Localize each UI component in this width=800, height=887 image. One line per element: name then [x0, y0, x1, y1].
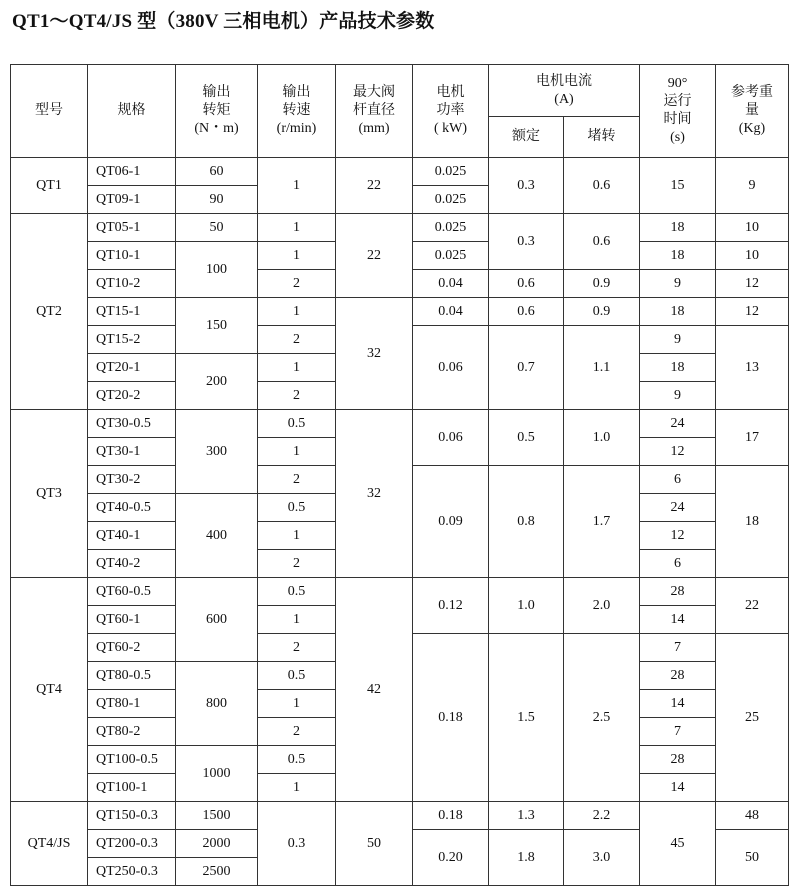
weight-cell: 12: [716, 270, 789, 298]
power-cell: 0.06: [413, 326, 489, 410]
power-cell: 0.20: [413, 830, 489, 886]
power-cell: 0.18: [413, 802, 489, 830]
spec-cell: QT40-2: [88, 550, 176, 578]
rated-cell: 1.3: [489, 802, 564, 830]
group-qt4js: QT4/JS: [11, 802, 88, 886]
locked-cell: 3.0: [564, 830, 640, 886]
torque-cell: 2000: [176, 830, 258, 858]
speed-cell: 2: [258, 382, 336, 410]
spec-cell: QT15-2: [88, 326, 176, 354]
weight-cell: 12: [716, 298, 789, 326]
speed-cell: 2: [258, 718, 336, 746]
time-cell: 28: [640, 578, 716, 606]
time-cell: 7: [640, 718, 716, 746]
weight-cell: 50: [716, 830, 789, 886]
page-title: QT1～QT4/JS 型（380V 三相电机）产品技术参数: [12, 11, 435, 32]
speed-cell: 1: [258, 522, 336, 550]
power-cell: 0.025: [413, 158, 489, 186]
rated-cell: 0.5: [489, 410, 564, 466]
torque-cell: 200: [176, 354, 258, 410]
header-spec: 规格: [88, 65, 176, 158]
spec-cell: QT80-0.5: [88, 662, 176, 690]
spec-cell: QT100-0.5: [88, 746, 176, 774]
header-current: 电机电流 (A): [489, 65, 640, 117]
spec-cell: QT10-1: [88, 242, 176, 270]
torque-cell: 50: [176, 214, 258, 242]
speed-cell: 0.3: [258, 802, 336, 886]
speed-cell: 1: [258, 214, 336, 242]
weight-cell: 10: [716, 214, 789, 242]
speed-cell: 2: [258, 466, 336, 494]
power-cell: 0.09: [413, 466, 489, 578]
torque-cell: 100: [176, 242, 258, 298]
speed-cell: 1: [258, 690, 336, 718]
rated-cell: 0.7: [489, 326, 564, 410]
locked-cell: 1.7: [564, 466, 640, 578]
time-cell: 7: [640, 634, 716, 662]
time-cell: 9: [640, 326, 716, 354]
weight-cell: 25: [716, 634, 789, 802]
header-model: 型号: [11, 65, 88, 158]
time-cell: 28: [640, 746, 716, 774]
power-cell: 0.04: [413, 270, 489, 298]
group-qt2: QT2: [11, 214, 88, 410]
time-cell: 15: [640, 158, 716, 214]
stem-cell: 22: [336, 214, 413, 298]
speed-cell: 1: [258, 242, 336, 270]
spec-cell: QT30-2: [88, 466, 176, 494]
stem-cell: 42: [336, 578, 413, 802]
time-cell: 28: [640, 662, 716, 690]
time-cell: 6: [640, 466, 716, 494]
weight-cell: 18: [716, 466, 789, 578]
rated-cell: 1.8: [489, 830, 564, 886]
speed-cell: 0.5: [258, 746, 336, 774]
rated-cell: 1.0: [489, 578, 564, 634]
weight-cell: 10: [716, 242, 789, 270]
power-cell: 0.18: [413, 634, 489, 802]
power-cell: 0.04: [413, 298, 489, 326]
spec-cell: QT200-0.3: [88, 830, 176, 858]
time-cell: 6: [640, 550, 716, 578]
weight-cell: 22: [716, 578, 789, 634]
power-cell: 0.025: [413, 186, 489, 214]
speed-cell: 1: [258, 298, 336, 326]
time-cell: 12: [640, 522, 716, 550]
spec-cell: QT15-1: [88, 298, 176, 326]
time-cell: 12: [640, 438, 716, 466]
speed-cell: 0.5: [258, 494, 336, 522]
torque-cell: 300: [176, 410, 258, 494]
group-qt1: QT1: [11, 158, 88, 214]
stem-cell: 32: [336, 298, 413, 410]
spec-cell: QT60-0.5: [88, 578, 176, 606]
locked-cell: 0.9: [564, 298, 640, 326]
group-qt4: QT4: [11, 578, 88, 802]
time-cell: 24: [640, 494, 716, 522]
rated-cell: 0.6: [489, 270, 564, 298]
header-current-locked: 堵转: [564, 117, 640, 158]
rated-cell: 0.3: [489, 158, 564, 214]
speed-cell: 1: [258, 354, 336, 382]
speed-cell: 1: [258, 774, 336, 802]
spec-cell: QT100-1: [88, 774, 176, 802]
weight-cell: 13: [716, 326, 789, 410]
speed-cell: 2: [258, 270, 336, 298]
stem-cell: 22: [336, 158, 413, 214]
stem-cell: 32: [336, 410, 413, 578]
locked-cell: 0.6: [564, 158, 640, 214]
header-speed: 输出 转速 (r/min): [258, 65, 336, 158]
speed-cell: 0.5: [258, 578, 336, 606]
spec-cell: QT60-2: [88, 634, 176, 662]
speed-cell: 0.5: [258, 662, 336, 690]
header-torque: 输出 转矩 (N・m): [176, 65, 258, 158]
spec-cell: QT20-1: [88, 354, 176, 382]
locked-cell: 0.6: [564, 214, 640, 270]
spec-cell: QT80-1: [88, 690, 176, 718]
header-power: 电机 功率 ( kW): [413, 65, 489, 158]
time-cell: 14: [640, 606, 716, 634]
spec-cell: QT30-0.5: [88, 410, 176, 438]
spec-cell: QT60-1: [88, 606, 176, 634]
spec-cell: QT40-1: [88, 522, 176, 550]
time-cell: 18: [640, 354, 716, 382]
speed-cell: 1: [258, 438, 336, 466]
rated-cell: 0.6: [489, 298, 564, 326]
speed-cell: 2: [258, 550, 336, 578]
header-runtime: 90° 运行 时间 (s): [640, 65, 716, 158]
header-current-rated: 额定: [489, 117, 564, 158]
time-cell: 14: [640, 774, 716, 802]
spec-table: [10, 64, 789, 886]
torque-cell: 600: [176, 578, 258, 662]
spec-cell: QT30-1: [88, 438, 176, 466]
power-cell: 0.12: [413, 578, 489, 634]
torque-cell: 2500: [176, 858, 258, 886]
torque-cell: 150: [176, 298, 258, 354]
weight-cell: 9: [716, 158, 789, 214]
time-cell: 18: [640, 242, 716, 270]
locked-cell: 1.1: [564, 326, 640, 410]
spec-cell: QT06-1: [88, 158, 176, 186]
weight-cell: 17: [716, 410, 789, 466]
torque-cell: 1000: [176, 746, 258, 802]
locked-cell: 2.0: [564, 578, 640, 634]
torque-cell: 90: [176, 186, 258, 214]
speed-cell: 2: [258, 326, 336, 354]
speed-cell: 1: [258, 606, 336, 634]
header-weight: 参考重 量 (Kg): [716, 65, 789, 158]
spec-cell: QT80-2: [88, 718, 176, 746]
group-qt3: QT3: [11, 410, 88, 578]
time-cell: 24: [640, 410, 716, 438]
time-cell: 18: [640, 298, 716, 326]
torque-cell: 400: [176, 494, 258, 578]
spec-cell: QT40-0.5: [88, 494, 176, 522]
spec-cell: QT05-1: [88, 214, 176, 242]
torque-cell: 800: [176, 662, 258, 746]
locked-cell: 2.2: [564, 802, 640, 830]
time-cell: 45: [640, 802, 716, 886]
time-cell: 18: [640, 214, 716, 242]
spec-cell: QT10-2: [88, 270, 176, 298]
power-cell: 0.025: [413, 242, 489, 270]
locked-cell: 1.0: [564, 410, 640, 466]
weight-cell: 48: [716, 802, 789, 830]
locked-cell: 0.9: [564, 270, 640, 298]
time-cell: 9: [640, 382, 716, 410]
rated-cell: 0.3: [489, 214, 564, 270]
time-cell: 14: [640, 690, 716, 718]
speed-cell: 1: [258, 158, 336, 214]
speed-cell: 2: [258, 634, 336, 662]
locked-cell: 2.5: [564, 634, 640, 802]
rated-cell: 1.5: [489, 634, 564, 802]
rated-cell: 0.8: [489, 466, 564, 578]
torque-cell: 60: [176, 158, 258, 186]
spec-cell: QT09-1: [88, 186, 176, 214]
speed-cell: 0.5: [258, 410, 336, 438]
torque-cell: 1500: [176, 802, 258, 830]
power-cell: 0.025: [413, 214, 489, 242]
time-cell: 9: [640, 270, 716, 298]
spec-cell: QT20-2: [88, 382, 176, 410]
spec-cell: QT150-0.3: [88, 802, 176, 830]
header-stem: 最大阀 杆直径 (mm): [336, 65, 413, 158]
stem-cell: 50: [336, 802, 413, 886]
spec-cell: QT250-0.3: [88, 858, 176, 886]
power-cell: 0.06: [413, 410, 489, 466]
